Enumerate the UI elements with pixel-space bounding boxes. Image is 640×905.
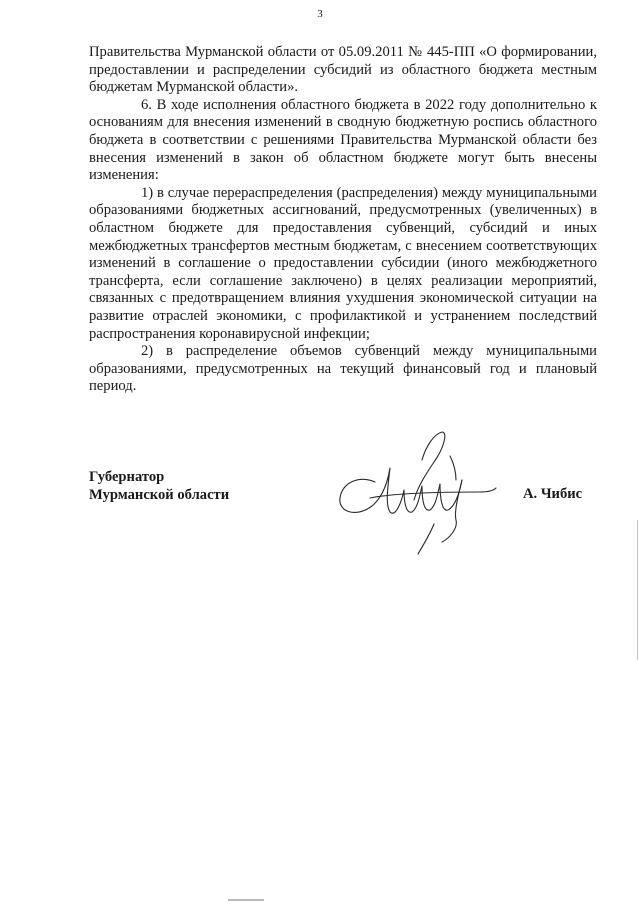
paragraph-item-6: 6. В ходе исполнения областного бюджета в 2022 году дополнительно к основаниям для внесения изменений в сводную бюджетную роспись областного бюджета в соответствии с решениями Правительства Мурманской области без внесения изменений в закон об областном бюджете могут быть внесены изменения:: [89, 96, 597, 184]
paragraph-subitem-2: 2) в распределение объемов субвенций между муниципальными образованиями, предусмотренных на текущий финансовый год и плановый период.: [89, 343, 597, 395]
signer-position-line2: Мурманской области: [89, 487, 230, 503]
scan-bottom-mark: [228, 899, 264, 901]
paragraph-continuation: Правительства Мурманской области от 05.09.2011 № 445-ПП «О формировании, предоставлении и распределении субсидий из областного бюджета местным бюджетам Мурманской области».: [89, 44, 597, 96]
signature-title: [89, 468, 229, 504]
paragraph-subitem-1: 1) в случае перераспределения (распределения) между муниципальными образованиями бюджетных ассигнований, предусмотренных (увеличенных) в областном бюджете для предоставления субвенций, субсидий и иных межбюджетных трансфертов местным бюджетам, с внесением соответствующих изменений в соглашение о предоставлении субсидии (иного межбюджетного трансферта, если соглашение заключено) в целях реализации мероприятий, связанных с предотвращением влияния ухудшения экономической ситуации на развитие отраслей экономики, с профилактикой и устранением последствий распространения коронавирусной инфекции;: [89, 184, 597, 342]
page-number: 3: [317, 8, 323, 20]
document-body: [89, 44, 597, 396]
scan-edge-mark: [637, 520, 638, 660]
signer-name: А. Чибис: [523, 486, 583, 502]
signer-position-line1: Губернатор: [89, 469, 165, 485]
handwritten-signature: [330, 420, 510, 560]
